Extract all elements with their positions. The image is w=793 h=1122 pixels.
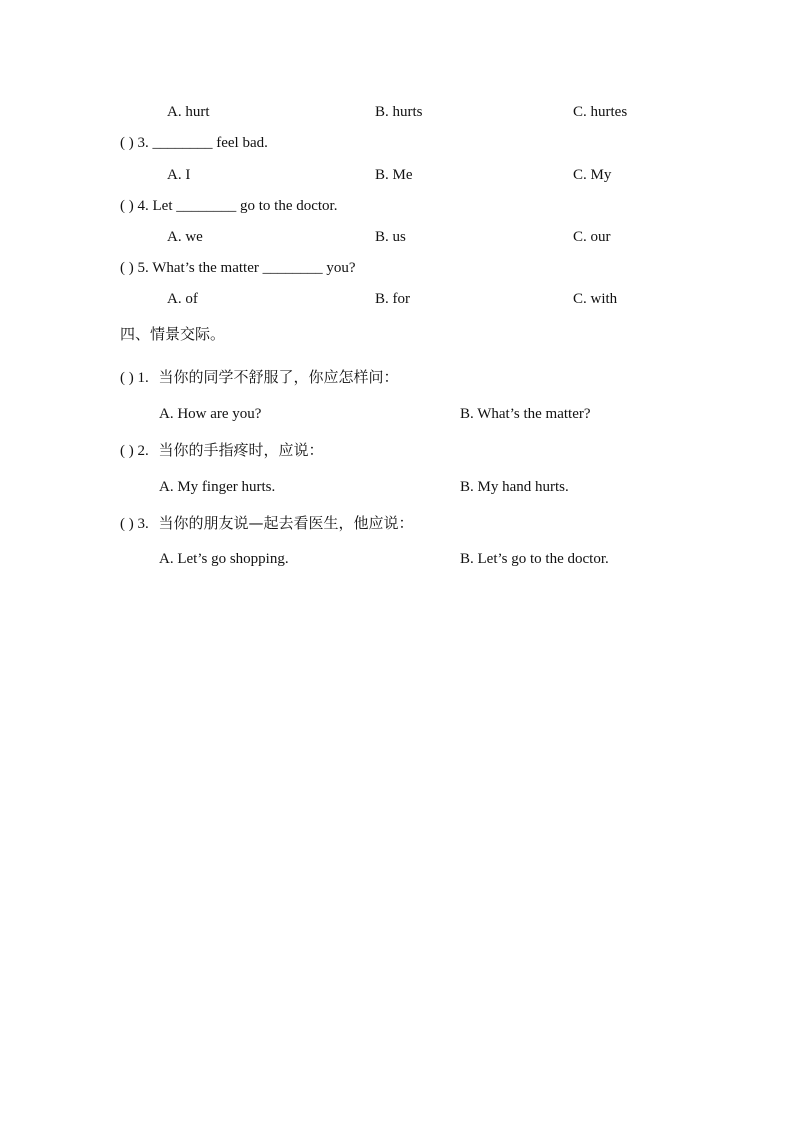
- question-4-number: ( ) 4.: [120, 198, 149, 214]
- q5-option-a: A. of: [167, 291, 198, 307]
- scenario-2-text: 当你的手指疼时，应说：: [158, 441, 324, 459]
- q3-option-c: C. My: [573, 167, 612, 183]
- q3-option-b: B. Me: [375, 167, 413, 183]
- scenario-question-3: [120, 514, 414, 533]
- scenario-3-option-a: A. Let’s go shopping.: [159, 551, 289, 567]
- scenario-2-option-b: B. My hand hurts.: [460, 479, 569, 495]
- question-3-number: ( ) 3.: [120, 135, 149, 151]
- scenario-2-option-a: A. My finger hurts.: [159, 479, 276, 495]
- scenario-3-option-b: B. Let’s go to the doctor.: [460, 551, 609, 567]
- q4-option-a: A. we: [167, 229, 203, 245]
- question-5: [120, 259, 356, 277]
- question-5-number: ( ) 5.: [120, 260, 149, 276]
- scenario-3-text: 当你的朋友说—起去看医生，他应说：: [158, 514, 414, 532]
- section-4-title: 四、情景交际。: [120, 325, 226, 343]
- scenario-question-1: [120, 368, 399, 387]
- q2-option-a: A. hurt: [167, 104, 210, 120]
- question-4-text: Let ________ go to the doctor.: [152, 198, 338, 214]
- q4-option-c: C. our: [573, 229, 611, 245]
- scenario-2-number: ( ) 2.: [120, 443, 149, 459]
- q5-option-c: C. with: [573, 291, 618, 307]
- q5-option-b: B. for: [375, 291, 410, 307]
- question-4: [120, 197, 337, 215]
- scenario-1-number: ( ) 1.: [120, 370, 149, 386]
- q3-option-a: A. I: [167, 167, 191, 183]
- scenario-question-2: [120, 441, 324, 460]
- question-3: [120, 134, 268, 152]
- question-5-text: What’s the matter ________ you?: [152, 260, 356, 276]
- q2-option-c: C. hurtes: [573, 104, 628, 120]
- scenario-1-text: 当你的同学不舒服了，你应怎样问：: [158, 368, 399, 386]
- q2-option-b: B. hurts: [375, 104, 423, 120]
- q4-option-b: B. us: [375, 229, 406, 245]
- scenario-1-option-a: A. How are you?: [159, 406, 262, 422]
- scenario-1-option-b: B. What’s the matter?: [460, 406, 591, 422]
- scenario-3-number: ( ) 3.: [120, 516, 149, 532]
- question-3-text: ________ feel bad.: [152, 135, 268, 151]
